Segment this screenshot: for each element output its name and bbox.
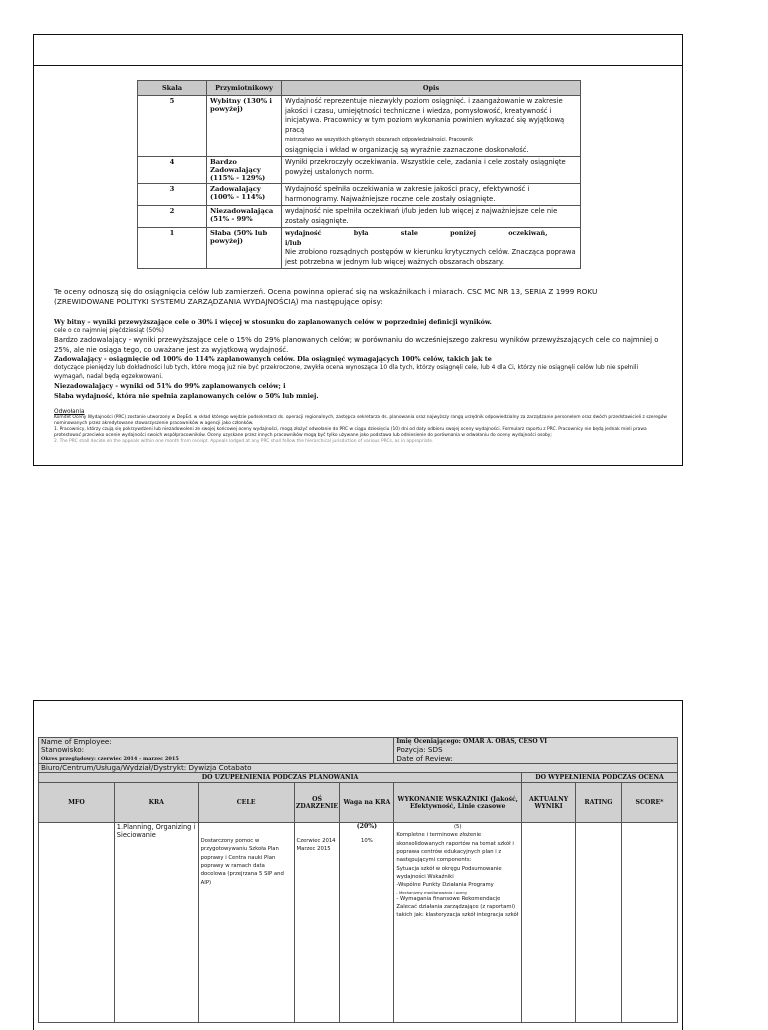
cell-kra: 1.Planning, Organizing i Sieciowanie bbox=[114, 823, 198, 1023]
performance-form-table bbox=[38, 737, 678, 1023]
cell-przymiotnikowy: Słaba (50% lub powyżej) bbox=[207, 228, 282, 269]
position-label: Stanowisko: bbox=[41, 745, 85, 755]
review-date-label: Date of Review: bbox=[396, 753, 453, 763]
opis-text: Wydajność reprezentuje niezwykły poziom osiągnięć. i zaangażowanie w zakresie jakości i czasu, umiejętności techniczne i wiedza, pomysłowość, kreatywność i inicjatywa. Pracownicy w tym poziom wykonania powinien wykazać się wyjątkową pracą bbox=[285, 97, 565, 134]
definition-note: cele o co najmniej pięćdziesiąt (50%) bbox=[54, 328, 164, 335]
office-label: Biuro/Centrum/Usługa/Wydział/Dystrykt: Dywizja Cotabato bbox=[39, 763, 678, 772]
cell-skala: 5 bbox=[138, 96, 207, 157]
employee-info-right bbox=[394, 738, 678, 764]
col-header-cele: CELE bbox=[198, 783, 294, 823]
rating-definitions bbox=[54, 318, 664, 401]
definition-satisfactory: Zadowalający - osiągnięcie od 100% do 114% zaplanowanych celów. Dla osiągnięć wymagających 100% celów, takich jak te bbox=[54, 354, 492, 363]
wykonanie-text-1: Kompletne i terminowe złożenie skonsolidowanych raportów na temat szkół i poprawa centrów edukacyjnych plan i z następującymi components: bbox=[396, 832, 514, 864]
opis-small-text: mistrzostwo we wszystkich głównych obszarach odpowiedzialności. Pracownik bbox=[285, 138, 474, 143]
table-row bbox=[138, 206, 581, 228]
cell-mfo bbox=[39, 823, 115, 1023]
opis-text: Nie zrobiono rozsądnych postępów w kierunku krytycznych celów. Znacząca poprawa jest potrzebna w jednym lub więcej ważnych obszarach obszary. bbox=[285, 248, 576, 266]
table-row bbox=[138, 157, 581, 184]
planning-section-header: DO UZUPEŁNIENIA PODCZAS PLANOWANIA bbox=[39, 773, 522, 783]
cell-skala: 3 bbox=[138, 184, 207, 206]
section-header-row bbox=[39, 773, 678, 783]
cell-przymiotnikowy: Bardzo Zadowalający (115% - 129%) bbox=[207, 157, 282, 184]
cell-przymiotnikowy: Zadowalający (100% - 114%) bbox=[207, 184, 282, 206]
cell-cele bbox=[198, 823, 294, 1023]
col-header-rating: RATING bbox=[576, 783, 622, 823]
col-header-skala: Skala bbox=[138, 81, 207, 96]
definition-unsatisfactory: Niezadowalający - wyniki od 51% do 99% zaplanowanych celów; i bbox=[54, 382, 286, 391]
col-header-score: SCORE* bbox=[622, 783, 678, 823]
appeals-heading: Odwołania bbox=[54, 409, 85, 415]
col-header-mfo: MFO bbox=[39, 783, 115, 823]
page-header-band bbox=[34, 35, 682, 66]
office-row bbox=[39, 763, 678, 772]
col-header-przymiotnikowy: Przymiotnikowy bbox=[207, 81, 282, 96]
table-row bbox=[138, 184, 581, 206]
cele-text: Dostarczony pomoc w przygotowywaniu Szkoła Plan poprawy i Centra nauki Plan poprawy w ramach data docelowa (przejrzana 5 SIP and AIP) bbox=[200, 838, 284, 886]
rating-section-header: DO WYPEŁNIENIA PODCZAS OCENA bbox=[522, 773, 678, 783]
col-header-waga: Waga na KRA bbox=[340, 783, 394, 823]
table-row bbox=[138, 228, 581, 269]
cell-opis: wydajność nie spełniła oczekiwań i/lub jeden lub więcej z najważniejsze cele nie zostały osiągnięte. bbox=[282, 206, 581, 228]
rater-name: Imię Oceniającego: OMAR A. OBAS, CESO VI bbox=[396, 738, 548, 745]
cell-skala: 4 bbox=[138, 157, 207, 184]
wykonanie-score: (5) bbox=[453, 824, 462, 831]
waga-total: (20%) bbox=[356, 823, 378, 831]
cell-opis: Wydajność spełniła oczekiwania w zakresie jakości pracy, efektywność i harmonogramy. Najważniejsze roczne cele zostały osiągnięte. bbox=[282, 184, 581, 206]
wykonanie-text-2: Sytuacja szkół w okręgu Podsumowanie wydajności Wskaźniki bbox=[396, 865, 502, 880]
document-page-1 bbox=[33, 34, 683, 466]
col-header-wykonanie: WYKONANIE WSKAŹNIKI (Jakość, Efektywność, Linie czasowe bbox=[394, 783, 522, 823]
cell-skala: 1 bbox=[138, 228, 207, 269]
cell-waga bbox=[340, 823, 394, 1023]
cell-przymiotnikowy: Wybitny (130% i powyżej) bbox=[207, 96, 282, 157]
cell-wykonanie bbox=[394, 823, 522, 1023]
appeals-item-2: 2. The PRC shall decide on the appeals within one month from receipt. Appeals lodged at any PRC shall follow the hierarchical jurisdiction of various PRCs, as in appropriate. bbox=[54, 439, 434, 445]
definition-outstanding: Wy bitny – wyniki przewyższające cele o 30% i więcej w stosunku do zaplanowanych celów w poprzedniej definicji wyników. bbox=[54, 318, 492, 326]
wykonanie-text-3: -Wspólne Punkty Działania Programy bbox=[396, 882, 494, 889]
definition-satisfactory-cont: dotyczące pieniędzy lub dokładności lub tych, które mogą już nie być przekroczone, zwykła ocena wynosząca 10 dla tych, którzy osiągnęli cele, lub 4 dla Ci, którzy nie osiągnęli celów lub nie spełnili wymagań, nadal będą egzekwowani. bbox=[54, 365, 639, 381]
employee-info-left bbox=[39, 738, 394, 764]
cell-rating bbox=[576, 823, 622, 1023]
cell-opis: Wyniki przekroczyły oczekiwania. Wszystkie cele, zadania i cele zostały osiągnięte powyżej ustalonych norm. bbox=[282, 157, 581, 184]
cell-skala: 2 bbox=[138, 206, 207, 228]
table-row bbox=[39, 823, 678, 1023]
cell-aktualny bbox=[522, 823, 576, 1023]
waga-value: 10% bbox=[361, 838, 373, 845]
cell-score bbox=[622, 823, 678, 1023]
intro-paragraph: Te oceny odnoszą się do osiągnięcia celów lub zamierzeń. Ocena powinna opierać się na wskaźnikach i miarach. CSC MC NR 13, SERIA Z 1999 ROKU (ZREWIDOWANE POLITYKI SYSTEMU ZARZĄDZANIA WYDAJNOŚCIĄ) ma następujące opisy: bbox=[54, 287, 598, 306]
opis-first-line: wydajność była stale poniżej oczekiwań, i/lub bbox=[285, 229, 548, 247]
wykonanie-text-3-small: - Mechanizmy monitorowania i oceny bbox=[396, 889, 468, 895]
employee-info-row bbox=[39, 738, 678, 764]
rating-scale-table bbox=[137, 80, 581, 269]
column-header-row bbox=[39, 783, 678, 823]
col-header-opis: Opis bbox=[282, 81, 581, 96]
definition-very-satisfactory: Bardzo zadowalający - wyniki przewyższające cele o 15% do 29% planowanych celów; w porównaniu do wcześniejszego zakresu wyników przewyższających cele co najmniej o 25%, ale nie osiąga tego, co uważane jest za wyjątkową wydajność. bbox=[54, 336, 659, 354]
appeals-section bbox=[54, 409, 669, 446]
definition-poor: Słaba wydajność, która nie spełnia zaplanowanych celów o 50% lub mniej. bbox=[54, 391, 319, 400]
col-header-os: OŚ ZDARZENIE bbox=[294, 783, 340, 823]
employee-name-label: Name of Employee: bbox=[41, 737, 112, 746]
wykonanie-text-4: - Wymagania finansowe Rekomendacje Zalecać działania zarządzające (z raportami) takich jak: klasteryzacja szkół integracja szkół bbox=[396, 895, 519, 919]
document-page-2 bbox=[33, 700, 683, 1030]
col-header-kra: KRA bbox=[114, 783, 198, 823]
cell-przymiotnikowy: Niezadowalająca (51% - 99% bbox=[207, 206, 282, 228]
appeals-paragraph: Komitet Oceny Wydajności (PRC) zostanie utworzony w DepEd. w skład którego wejdzie podsekretarz ds. operacji regionalnych, zastępca sekretarza ds. planowania oraz najwyższy rangą urzędnik odpowiedzialny za zarządzanie personelem oraz dwóch przedstawicieli z szeregów nominowanych przez akredytowane stowarzyszenie pracowników w agencji jako członków. bbox=[54, 415, 667, 427]
os-text: Czerwiec 2014 Marzec 2015 bbox=[296, 838, 336, 853]
cell-opis bbox=[282, 96, 581, 157]
cell-opis bbox=[282, 228, 581, 269]
appeals-item-1: 1. Pracownicy, którzy czują się pokrzywdzeni lub niezadowoleni ze swojej końcowej oceny wydajności, mogą złożyć odwołanie do PRC w ciągu dziesięciu (10) dni od daty odbioru swojej oceny wydajności. Formularz raportu z PRC. Pracownicy nie będą jednak mieli prawa protestować przeciwko ocenie wydajności swoich współpracowników. Oceny uzyskane przez innych pracowników mogą być tylko używane jako podstawa lub odniesienie do porównania w odwołaniu do oceny wydajności osoby; bbox=[54, 427, 647, 439]
col-header-aktualny: AKTUALNY WYNIKI bbox=[522, 783, 576, 823]
review-period: Okres przeglądowy: czerwiec 2014 - marzec 2015 bbox=[41, 755, 179, 762]
table-row bbox=[138, 96, 581, 157]
opis-tail-text: osiągnięcia i wkład w organizację są wyraźnie zaznaczone doskonałość. bbox=[285, 145, 529, 154]
rater-position: Pozycja: SDS bbox=[396, 745, 443, 755]
cell-os bbox=[294, 823, 340, 1023]
